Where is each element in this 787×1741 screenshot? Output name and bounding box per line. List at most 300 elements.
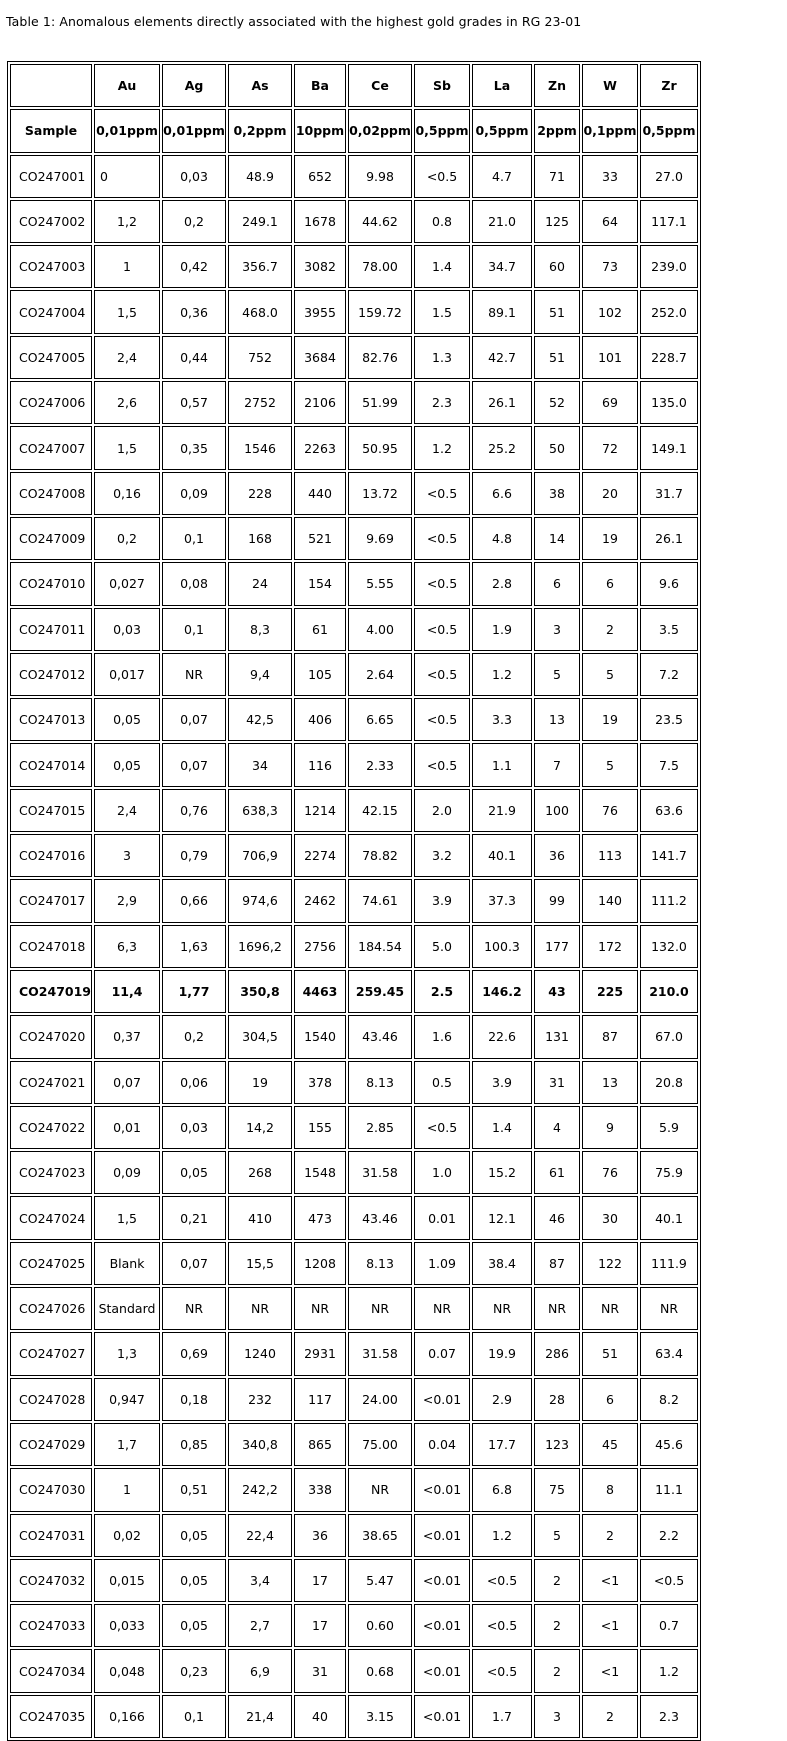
cell-zr: 8.2 xyxy=(640,1378,698,1421)
cell-ag: 0,09 xyxy=(162,472,226,515)
assay-table xyxy=(7,61,701,1741)
cell-ba: 652 xyxy=(294,155,346,198)
cell-sample: CO247035 xyxy=(10,1695,92,1738)
cell-as: 34 xyxy=(228,743,292,786)
cell-au: 2,4 xyxy=(94,789,160,832)
cell-sample: CO247006 xyxy=(10,381,92,424)
cell-au: 0,033 xyxy=(94,1604,160,1647)
cell-zn: 36 xyxy=(534,834,580,877)
cell-as: 42,5 xyxy=(228,698,292,741)
table-row xyxy=(10,245,698,288)
cell-zr: 117.1 xyxy=(640,200,698,243)
cell-ce: 78.00 xyxy=(348,245,412,288)
cell-zr: 45.6 xyxy=(640,1423,698,1466)
cell-ag: 0,69 xyxy=(162,1332,226,1375)
cell-la: 0,5ppm xyxy=(472,109,532,152)
cell-ce: 8.13 xyxy=(348,1242,412,1285)
cell-ba: 36 xyxy=(294,1514,346,1557)
cell-au: 1,5 xyxy=(94,426,160,469)
cell-zn: 28 xyxy=(534,1378,580,1421)
cell-sample: CO247012 xyxy=(10,653,92,696)
cell-la: 19.9 xyxy=(472,1332,532,1375)
cell-zn: 3 xyxy=(534,1695,580,1738)
cell-as: 468.0 xyxy=(228,290,292,333)
cell-sample xyxy=(10,64,92,107)
cell-as: 0,2ppm xyxy=(228,109,292,152)
cell-as: 21,4 xyxy=(228,1695,292,1738)
cell-ba: Ba xyxy=(294,64,346,107)
cell-la: 6.8 xyxy=(472,1468,532,1511)
cell-zr: 3.5 xyxy=(640,608,698,651)
cell-la: 40.1 xyxy=(472,834,532,877)
table-row xyxy=(10,1604,698,1647)
cell-sb: 1.4 xyxy=(414,245,470,288)
cell-ag: 0,42 xyxy=(162,245,226,288)
cell-w: 33 xyxy=(582,155,638,198)
cell-ag: NR xyxy=(162,653,226,696)
cell-sample: CO247032 xyxy=(10,1559,92,1602)
cell-ba: 2462 xyxy=(294,879,346,922)
cell-au: 1,7 xyxy=(94,1423,160,1466)
cell-ba: 1214 xyxy=(294,789,346,832)
cell-sample: CO247001 xyxy=(10,155,92,198)
cell-zn: 286 xyxy=(534,1332,580,1375)
cell-as: 8,3 xyxy=(228,608,292,651)
cell-ce: 31.58 xyxy=(348,1151,412,1194)
cell-w: 172 xyxy=(582,925,638,968)
cell-w: <1 xyxy=(582,1649,638,1692)
cell-au: 0,01 xyxy=(94,1106,160,1149)
cell-ba: 1548 xyxy=(294,1151,346,1194)
cell-zr: 5.9 xyxy=(640,1106,698,1149)
cell-zr: <0.5 xyxy=(640,1559,698,1602)
cell-as: 24 xyxy=(228,562,292,605)
cell-la: 15.2 xyxy=(472,1151,532,1194)
cell-ce: 74.61 xyxy=(348,879,412,922)
cell-la: 21.9 xyxy=(472,789,532,832)
cell-ce: 2.85 xyxy=(348,1106,412,1149)
cell-zr: 7.5 xyxy=(640,743,698,786)
cell-as: 242,2 xyxy=(228,1468,292,1511)
table-row xyxy=(10,1378,698,1421)
cell-ce: 42.15 xyxy=(348,789,412,832)
cell-ba: 3684 xyxy=(294,336,346,379)
cell-au: 2,4 xyxy=(94,336,160,379)
cell-sb: 2.5 xyxy=(414,970,470,1013)
cell-ce: NR xyxy=(348,1287,412,1330)
cell-ce: 0.68 xyxy=(348,1649,412,1692)
cell-zn: 4 xyxy=(534,1106,580,1149)
table-row xyxy=(10,426,698,469)
cell-ba: 2263 xyxy=(294,426,346,469)
cell-as: 228 xyxy=(228,472,292,515)
cell-zr: 63.4 xyxy=(640,1332,698,1375)
cell-ag: 0,36 xyxy=(162,290,226,333)
cell-la: <0.5 xyxy=(472,1649,532,1692)
cell-zn: 13 xyxy=(534,698,580,741)
cell-ba: 4463 xyxy=(294,970,346,1013)
cell-sb: 1.5 xyxy=(414,290,470,333)
cell-au: 0,01ppm xyxy=(94,109,160,152)
cell-ce: 43.46 xyxy=(348,1015,412,1058)
cell-sb: 3.2 xyxy=(414,834,470,877)
cell-ag: 0,2 xyxy=(162,200,226,243)
cell-au: 0,03 xyxy=(94,608,160,651)
cell-as: 340,8 xyxy=(228,1423,292,1466)
cell-ce: 259.45 xyxy=(348,970,412,1013)
cell-ba: 17 xyxy=(294,1559,346,1602)
table-row xyxy=(10,517,698,560)
cell-sb: 2.0 xyxy=(414,789,470,832)
cell-sb: 0.01 xyxy=(414,1196,470,1239)
cell-sample: CO247016 xyxy=(10,834,92,877)
cell-ce: 43.46 xyxy=(348,1196,412,1239)
cell-sb: 1.6 xyxy=(414,1015,470,1058)
cell-ag: 1,77 xyxy=(162,970,226,1013)
cell-w: NR xyxy=(582,1287,638,1330)
cell-sample: CO247008 xyxy=(10,472,92,515)
table-row xyxy=(10,879,698,922)
cell-as: 249.1 xyxy=(228,200,292,243)
cell-au: 2,6 xyxy=(94,381,160,424)
cell-zn: 177 xyxy=(534,925,580,968)
cell-ag: 0,2 xyxy=(162,1015,226,1058)
cell-ba: 10ppm xyxy=(294,109,346,152)
cell-zr: 63.6 xyxy=(640,789,698,832)
cell-as: 752 xyxy=(228,336,292,379)
cell-ba: NR xyxy=(294,1287,346,1330)
cell-zn: Zn xyxy=(534,64,580,107)
header-row-elements xyxy=(10,64,698,107)
cell-w: 2 xyxy=(582,1695,638,1738)
table-row xyxy=(10,381,698,424)
cell-zr: 0.7 xyxy=(640,1604,698,1647)
cell-as: 1546 xyxy=(228,426,292,469)
cell-sb: <0.5 xyxy=(414,698,470,741)
cell-sb: <0.5 xyxy=(414,517,470,560)
cell-zn: NR xyxy=(534,1287,580,1330)
cell-ce: 2.33 xyxy=(348,743,412,786)
cell-zn: 99 xyxy=(534,879,580,922)
cell-zr: 7.2 xyxy=(640,653,698,696)
cell-au: 0,05 xyxy=(94,698,160,741)
cell-au: 0,017 xyxy=(94,653,160,696)
cell-sample: CO247024 xyxy=(10,1196,92,1239)
cell-as: 2752 xyxy=(228,381,292,424)
cell-zr: 228.7 xyxy=(640,336,698,379)
cell-ba: 865 xyxy=(294,1423,346,1466)
cell-as: 2,7 xyxy=(228,1604,292,1647)
table-row xyxy=(10,1015,698,1058)
cell-ce: 51.99 xyxy=(348,381,412,424)
cell-sb: <0.01 xyxy=(414,1604,470,1647)
cell-as: 22,4 xyxy=(228,1514,292,1557)
cell-la: 1.9 xyxy=(472,608,532,651)
cell-ba: 378 xyxy=(294,1061,346,1104)
cell-ag: 0,51 xyxy=(162,1468,226,1511)
cell-sample: CO247025 xyxy=(10,1242,92,1285)
cell-sb: <0.01 xyxy=(414,1514,470,1557)
cell-w: 0,1ppm xyxy=(582,109,638,152)
table-row xyxy=(10,1423,698,1466)
cell-la: 6.6 xyxy=(472,472,532,515)
table-row xyxy=(10,155,698,198)
cell-la: 4.8 xyxy=(472,517,532,560)
cell-ag: 0,03 xyxy=(162,155,226,198)
cell-as: 19 xyxy=(228,1061,292,1104)
cell-zr: 23.5 xyxy=(640,698,698,741)
cell-ba: 521 xyxy=(294,517,346,560)
cell-zr: 149.1 xyxy=(640,426,698,469)
cell-la: 2.9 xyxy=(472,1378,532,1421)
cell-ag: 0,07 xyxy=(162,698,226,741)
cell-w: <1 xyxy=(582,1604,638,1647)
table-body xyxy=(10,64,698,1738)
cell-au: 0,37 xyxy=(94,1015,160,1058)
cell-sample: CO247002 xyxy=(10,200,92,243)
cell-sample: CO247005 xyxy=(10,336,92,379)
cell-sb: <0.5 xyxy=(414,1106,470,1149)
cell-ba: 40 xyxy=(294,1695,346,1738)
cell-zn: 87 xyxy=(534,1242,580,1285)
cell-w: 19 xyxy=(582,698,638,741)
cell-la: 89.1 xyxy=(472,290,532,333)
cell-sb: <0.5 xyxy=(414,562,470,605)
cell-as: 638,3 xyxy=(228,789,292,832)
cell-zn: 46 xyxy=(534,1196,580,1239)
cell-la: 3.3 xyxy=(472,698,532,741)
cell-ce: NR xyxy=(348,1468,412,1511)
cell-ce: 44.62 xyxy=(348,200,412,243)
cell-la: 42.7 xyxy=(472,336,532,379)
cell-ba: 155 xyxy=(294,1106,346,1149)
table-row xyxy=(10,1061,698,1104)
cell-sample: CO247031 xyxy=(10,1514,92,1557)
cell-sample: CO247021 xyxy=(10,1061,92,1104)
cell-zn: 43 xyxy=(534,970,580,1013)
cell-au: 6,3 xyxy=(94,925,160,968)
cell-au: 0,05 xyxy=(94,743,160,786)
cell-au: 0 xyxy=(94,155,160,198)
cell-w: 13 xyxy=(582,1061,638,1104)
cell-as: 6,9 xyxy=(228,1649,292,1692)
cell-w: 8 xyxy=(582,1468,638,1511)
cell-sb: 3.9 xyxy=(414,879,470,922)
cell-sample: CO247014 xyxy=(10,743,92,786)
cell-sb: 0.04 xyxy=(414,1423,470,1466)
cell-sb: <0.01 xyxy=(414,1649,470,1692)
cell-au: 1,3 xyxy=(94,1332,160,1375)
cell-zn: 52 xyxy=(534,381,580,424)
cell-zn: 51 xyxy=(534,290,580,333)
cell-as: 232 xyxy=(228,1378,292,1421)
cell-w: 102 xyxy=(582,290,638,333)
cell-ce: 159.72 xyxy=(348,290,412,333)
cell-au: 1,2 xyxy=(94,200,160,243)
cell-ce: 38.65 xyxy=(348,1514,412,1557)
table-row xyxy=(10,1151,698,1194)
cell-zn: 100 xyxy=(534,789,580,832)
cell-zn: 2ppm xyxy=(534,109,580,152)
cell-ba: 3955 xyxy=(294,290,346,333)
cell-zr: 31.7 xyxy=(640,472,698,515)
cell-sample: Sample xyxy=(10,109,92,152)
cell-sb: 0.07 xyxy=(414,1332,470,1375)
cell-zr: 132.0 xyxy=(640,925,698,968)
cell-zr: 1.2 xyxy=(640,1649,698,1692)
cell-ba: 1540 xyxy=(294,1015,346,1058)
cell-la: 1.2 xyxy=(472,1514,532,1557)
cell-la: 21.0 xyxy=(472,200,532,243)
cell-au: 2,9 xyxy=(94,879,160,922)
cell-w: 76 xyxy=(582,1151,638,1194)
cell-ag: 0,07 xyxy=(162,743,226,786)
table-row xyxy=(10,608,698,651)
cell-ba: 338 xyxy=(294,1468,346,1511)
cell-sb: Sb xyxy=(414,64,470,107)
cell-sb: 1.0 xyxy=(414,1151,470,1194)
cell-zr: 26.1 xyxy=(640,517,698,560)
cell-zn: 60 xyxy=(534,245,580,288)
cell-w: 9 xyxy=(582,1106,638,1149)
cell-w: 5 xyxy=(582,743,638,786)
cell-ba: 2274 xyxy=(294,834,346,877)
cell-as: 350,8 xyxy=(228,970,292,1013)
cell-au: 1 xyxy=(94,1468,160,1511)
cell-sb: 0.5 xyxy=(414,1061,470,1104)
cell-ce: 8.13 xyxy=(348,1061,412,1104)
cell-ba: 2756 xyxy=(294,925,346,968)
cell-sb: 2.3 xyxy=(414,381,470,424)
cell-zr: 2.3 xyxy=(640,1695,698,1738)
cell-sb: <0.01 xyxy=(414,1695,470,1738)
cell-as: 168 xyxy=(228,517,292,560)
cell-ba: 3082 xyxy=(294,245,346,288)
cell-ce: 184.54 xyxy=(348,925,412,968)
cell-w: 76 xyxy=(582,789,638,832)
table-caption: Table 1: Anomalous elements directly associated with the highest gold grades in RG 23-01 xyxy=(6,14,582,29)
cell-ag: Ag xyxy=(162,64,226,107)
cell-la: 34.7 xyxy=(472,245,532,288)
cell-ag: 0,01ppm xyxy=(162,109,226,152)
cell-zr: 27.0 xyxy=(640,155,698,198)
cell-zr: 75.9 xyxy=(640,1151,698,1194)
cell-zn: 31 xyxy=(534,1061,580,1104)
cell-as: 356.7 xyxy=(228,245,292,288)
cell-sample: CO247027 xyxy=(10,1332,92,1375)
cell-zn: 125 xyxy=(534,200,580,243)
cell-la: 37.3 xyxy=(472,879,532,922)
cell-au: 11,4 xyxy=(94,970,160,1013)
cell-sb: <0.5 xyxy=(414,155,470,198)
cell-ag: 0,05 xyxy=(162,1604,226,1647)
cell-as: 706,9 xyxy=(228,834,292,877)
cell-ag: 0,07 xyxy=(162,1242,226,1285)
cell-au: 1,5 xyxy=(94,1196,160,1239)
cell-ce: 2.64 xyxy=(348,653,412,696)
cell-au: 0,02 xyxy=(94,1514,160,1557)
cell-ba: 105 xyxy=(294,653,346,696)
cell-sample: CO247019 xyxy=(10,970,92,1013)
cell-sb: 1.09 xyxy=(414,1242,470,1285)
cell-as: 1696,2 xyxy=(228,925,292,968)
cell-au: 0,09 xyxy=(94,1151,160,1194)
cell-as: 304,5 xyxy=(228,1015,292,1058)
cell-as: 48.9 xyxy=(228,155,292,198)
cell-la: 1.4 xyxy=(472,1106,532,1149)
cell-au: 0,16 xyxy=(94,472,160,515)
cell-ce: 5.47 xyxy=(348,1559,412,1602)
table-row xyxy=(10,1242,698,1285)
cell-ce: 82.76 xyxy=(348,336,412,379)
table-row xyxy=(10,653,698,696)
cell-w: 73 xyxy=(582,245,638,288)
cell-zr: 11.1 xyxy=(640,1468,698,1511)
cell-ba: 406 xyxy=(294,698,346,741)
cell-sb: <0.01 xyxy=(414,1559,470,1602)
cell-ce: 0.60 xyxy=(348,1604,412,1647)
cell-zn: 75 xyxy=(534,1468,580,1511)
cell-w: 45 xyxy=(582,1423,638,1466)
cell-ce: 75.00 xyxy=(348,1423,412,1466)
cell-au: 0,027 xyxy=(94,562,160,605)
cell-ag: NR xyxy=(162,1287,226,1330)
cell-ba: 154 xyxy=(294,562,346,605)
cell-la: 38.4 xyxy=(472,1242,532,1285)
cell-sample: CO247009 xyxy=(10,517,92,560)
cell-ba: 2106 xyxy=(294,381,346,424)
cell-w: 140 xyxy=(582,879,638,922)
cell-zr: NR xyxy=(640,1287,698,1330)
cell-w: 51 xyxy=(582,1332,638,1375)
cell-sample: CO247023 xyxy=(10,1151,92,1194)
cell-zr: Zr xyxy=(640,64,698,107)
cell-as: 14,2 xyxy=(228,1106,292,1149)
cell-ag: 0,05 xyxy=(162,1559,226,1602)
cell-w: 2 xyxy=(582,608,638,651)
cell-ba: 17 xyxy=(294,1604,346,1647)
cell-au: 0,166 xyxy=(94,1695,160,1738)
cell-zr: 111.9 xyxy=(640,1242,698,1285)
cell-as: As xyxy=(228,64,292,107)
cell-au: 0,947 xyxy=(94,1378,160,1421)
cell-ag: 0,05 xyxy=(162,1151,226,1194)
cell-sample: CO247015 xyxy=(10,789,92,832)
cell-as: 9,4 xyxy=(228,653,292,696)
cell-sample: CO247017 xyxy=(10,879,92,922)
cell-sb: <0.01 xyxy=(414,1378,470,1421)
cell-sb: <0.01 xyxy=(414,1468,470,1511)
table-row xyxy=(10,1468,698,1511)
cell-sb: 0.8 xyxy=(414,200,470,243)
cell-ce: Ce xyxy=(348,64,412,107)
table-row xyxy=(10,200,698,243)
cell-w: 20 xyxy=(582,472,638,515)
cell-la: 25.2 xyxy=(472,426,532,469)
cell-ba: 61 xyxy=(294,608,346,651)
cell-sample: CO247034 xyxy=(10,1649,92,1692)
cell-ag: 0,79 xyxy=(162,834,226,877)
cell-ba: 440 xyxy=(294,472,346,515)
cell-sample: CO247011 xyxy=(10,608,92,651)
table-row xyxy=(10,834,698,877)
table-row xyxy=(10,1332,698,1375)
table-row xyxy=(10,1559,698,1602)
cell-zr: 67.0 xyxy=(640,1015,698,1058)
cell-ce: 50.95 xyxy=(348,426,412,469)
cell-sample: CO247010 xyxy=(10,562,92,605)
cell-zn: 50 xyxy=(534,426,580,469)
